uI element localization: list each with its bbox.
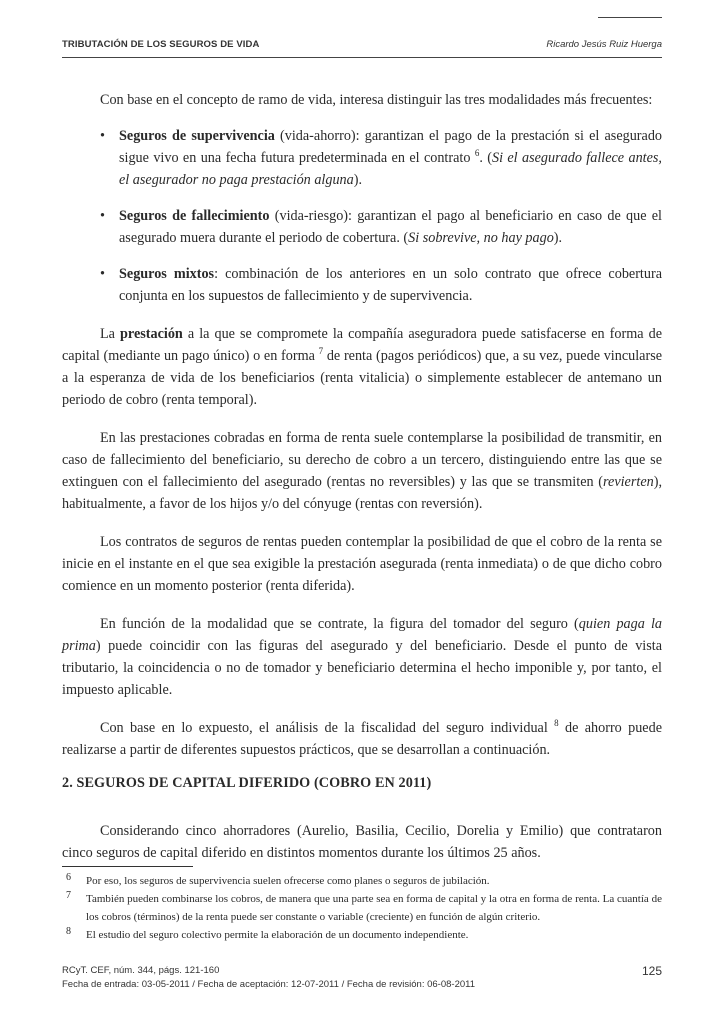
paragraph-contratos: Los contratos de seguros de rentas pueden contemplar la posibilidad de que el cobro de la renta se inicie en el instante en el que sea exigible la prestación asegurada (renta inmediata) o de que dicho cobro comience en un momento posterior (renta diferida). [62, 534, 662, 594]
bullet-dot: • [100, 128, 105, 144]
running-author: Ricardo Jesús Ruiz Huerga [546, 39, 662, 50]
bullet-dot: • [100, 266, 105, 282]
bullet-italic: Si sobrevive, no hay pago [408, 230, 554, 246]
footnote: 8 El estudio del seguro colectivo permite la elaboración de un documento independiente. [62, 926, 662, 944]
journal-citation: RCyT. CEF, núm. 344, págs. 121-160 [62, 965, 220, 976]
bullet-dot: • [100, 208, 105, 224]
paragraph-ahorradores: Considerando cinco ahorradores (Aurelio, Basilia, Cecilio, Dorelia y Emilio) que contrataron cinco seguros de capital diferido en distintos momentos durante los últimos 25 años. [62, 823, 662, 861]
footnote: 7 También pueden combinarse los cobros, de manera que una parte sea en forma de capital y la otra en forma de renta. La cuantía de los cobros (términos) de la renta puede ser constante o variable (creciente) en función de algún criterio. [62, 890, 662, 926]
footnote-ref[interactable]: 8 [554, 718, 559, 728]
bullet-mixtos [62, 263, 662, 307]
footnote-number: 6 [66, 872, 71, 883]
header-top-rule [598, 17, 662, 18]
section-text [62, 820, 662, 864]
paragraph-modalidad: En función de la modalidad que se contrate, la figura del tomador del seguro (quien paga la prima) puede coincidir con las figuras del asegurado y del beneficiario. Desde el punto de vista tributario, la coincidencia o no de tomador y beneficiario determina el hecho imponible y, por tanto, el impuesto aplicable. [62, 616, 662, 698]
footnote-number: 8 [66, 926, 71, 937]
term-prestacion: prestación [120, 326, 183, 342]
intro-paragraph: Con base en el concepto de ramo de vida, interesa distinguir las tres modalidades más frecuentes: [100, 92, 653, 108]
bullet-italic: Si el asegurado fallece antes, el asegurador no paga prestación alguna [119, 150, 662, 188]
bullet-text: (vida-riesgo): garantizan el pago al beneficiario en caso de que el asegurado muera durante el periodo de cobertura. ( [119, 208, 662, 246]
paragraph-prestacion: La prestación a la que se compromete la compañía aseguradora puede satisfacerse en forma de capital (mediante un pago único) o en forma $^7$ de renta (pagos periódicos) que, a su vez, puede vincularse a la esperanza de vida de los beneficiarios (renta vitalicia) o simplemente establecer de antemano un periodo de cobro (renta temporal). [62, 326, 663, 408]
bullet-title: Seguros mixtos [119, 266, 215, 282]
bullet-text: (vida-ahorro): garantizan el pago de la prestación si el asegurado sigue vivo en una fecha futura predeterminada en el contrato [119, 128, 663, 166]
bullet-text: : combinación de los anteriores en un solo contrato que ofrece cobertura conjunta en los supuestos de fallecimiento y de supervivencia. [119, 266, 662, 304]
page-number: 125 [641, 964, 662, 978]
bullet-title: Seguros de supervivencia [119, 128, 275, 144]
footnotes [62, 872, 662, 944]
bullet-title: Seguros de fallecimiento [119, 208, 270, 224]
paragraph-renta: En las prestaciones cobradas en forma de renta suele contemplarse la posibilidad de transmitir, en caso de fallecimiento del beneficiario, su derecho de cobro a un tercero, distinguiendo entre las que se extinguen con el fallecimiento del asegurado (rentas no reversibles) y las que se transmiten (revierten), habitualmente, a favor de los hijos y/o del cónyuge (rentas con reversión). [62, 430, 662, 512]
page-footer [62, 964, 662, 992]
section-heading: 2. SEGUROS DE CAPITAL DIFERIDO (COBRO EN 2011) [62, 775, 432, 791]
footnote-number: 7 [66, 890, 71, 901]
running-header [62, 39, 662, 53]
footnote-ref[interactable]: 6 [474, 148, 480, 158]
bullet-fallecimiento: • Seguros de fallecimiento (vida-riesgo): garantizan el pago al beneficiario en caso de que el asegurado muera durante el periodo de cobertura. (Si sobrevive, no hay pago). [62, 205, 662, 249]
footnote-ref[interactable]: 7 [318, 346, 324, 356]
paragraph-expuesto: Con base en lo expuesto, el análisis de la fiscalidad del seguro individual $^8$ de ahorro puede realizarse a partir de diferentes supuestos prácticos, que se desarrollan a continuación. [62, 718, 662, 758]
header-rule [62, 57, 662, 58]
footnote-rule [62, 866, 193, 867]
bullet-supervivencia: • Seguros de supervivencia (vida-ahorro): garantizan el pago de la prestación si el asegurado sigue vivo en una fecha futura predeterminada en el contrato $^6$. (Si el asegurado fallece antes, el asegurador no paga prestación alguna). [62, 125, 662, 191]
article-dates: Fecha de entrada: 03-05-2011 / Fecha de aceptación: 12-07-2011 / Fecha de revisión: 06-08-2011 [62, 979, 475, 990]
main-text [62, 89, 662, 761]
footnote: 6 Por eso, los seguros de supervivencia suelen ofrecerse como planes o seguros de jubilación. [62, 872, 662, 890]
running-title: TRIBUTACIÓN DE LOS SEGUROS DE VIDA [62, 39, 260, 50]
